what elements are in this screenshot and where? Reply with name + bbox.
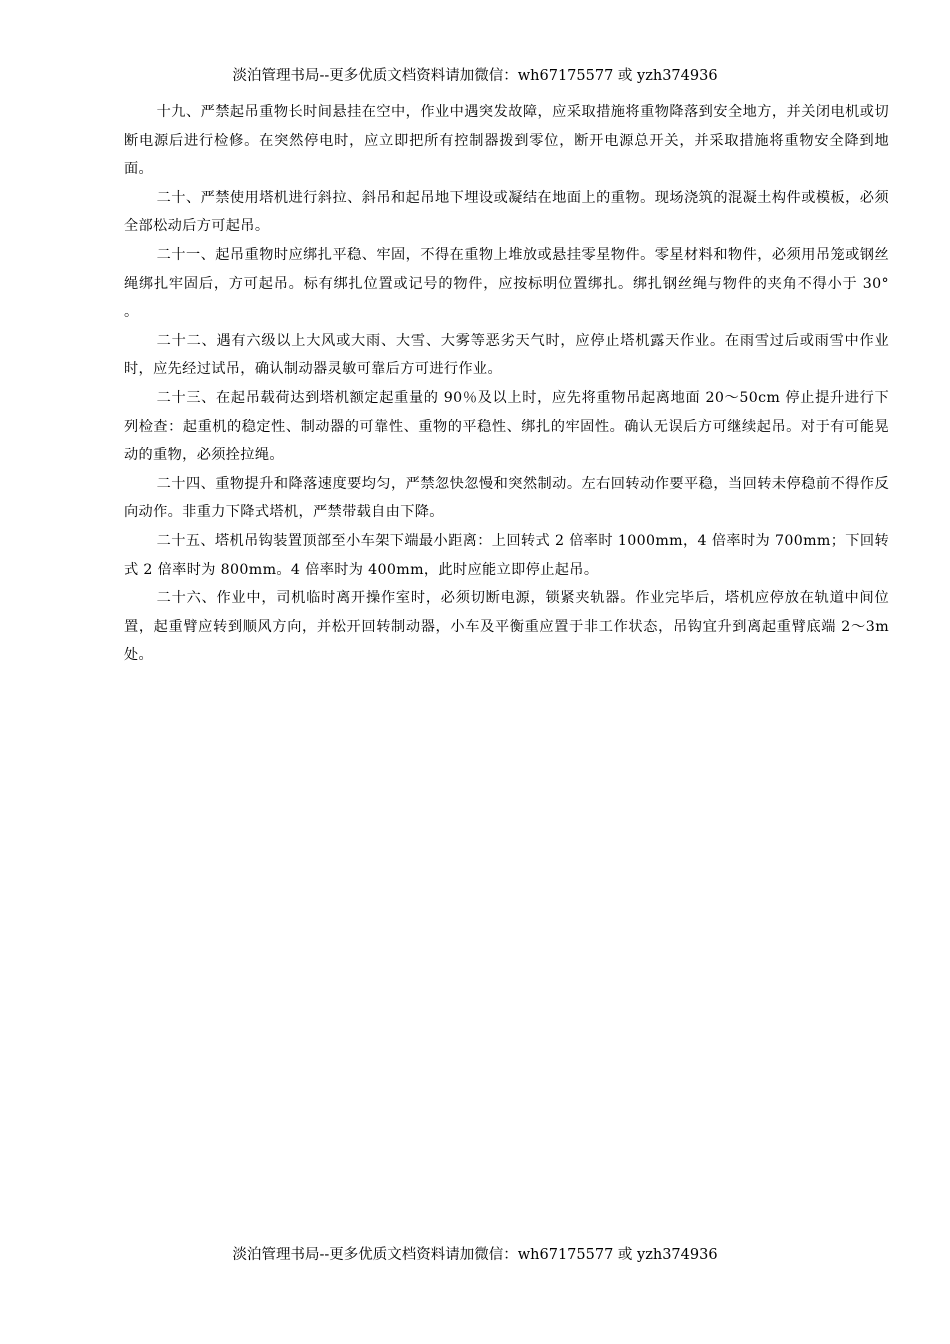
- paragraph-23: 二十三、在起吊载荷达到塔机额定起重量的 90％及以上时，应先将重物吊起离地面 20～50cm 停止提升进行下列检查：起重机的稳定性、制动器的可靠性、重物的平稳性、绑扎的牢固性。确认无误后方可继续起吊。对于有可能晃动的重物，必须拴拉绳。: [124, 389, 889, 464]
- paragraph-26: 二十六、作业中，司机临时离开操作室时，必须切断电源，锁紧夹轨器。作业完毕后，塔机应停放在轨道中间位置，起重臂应转到顺风方向，并松开回转制动器，小车及平衡重应置于非工作状态，吊钩宜升到离起重臂底端 2～3m 处。: [124, 590, 889, 664]
- paragraph-19: 十九、严禁起吊重物长时间悬挂在空中，作业中遇突发故障，应采取措施将重物降落到安全地方，并关闭电机或切断电源后进行检修。在突然停电时，应立即把所有控制器拨到零位，断开电源总开关，并采取措施将重物安全降到地面。: [124, 104, 889, 178]
- document-body: [124, 98, 904, 670]
- paragraph-24: 二十四、重物提升和降落速度要均匀，严禁忽快忽慢和突然制动。左右回转动作要平稳，当回转未停稳前不得作反向动作。非重力下降式塔机，严禁带载自由下降。: [124, 475, 889, 521]
- page-footer: 淡泊管理书局--更多优质文档资料请加微信：wh67175577 或 yzh374936: [232, 1247, 718, 1263]
- paragraph-21: 二十一、起吊重物时应绑扎平稳、牢固，不得在重物上堆放或悬挂零星物件。零星材料和物件，必须用吊笼或钢丝绳绑扎牢固后，方可起吊。标有绑扎位置或记号的物件，应按标明位置绑扎。绑扎钢丝绳与物件的夹角不得小于 30° 。: [124, 246, 904, 321]
- paragraph-22: 二十二、遇有六级以上大风或大雨、大雪、大雾等恶劣天气时，应停止塔机露天作业。在雨雪过后或雨雪中作业时，应先经过试吊，确认制动器灵敏可靠后方可进行作业。: [124, 332, 889, 378]
- paragraph-20: 二十、严禁使用塔机进行斜拉、斜吊和起吊地下埋设或凝结在地面上的重物。现场浇筑的混凝土构件或模板，必须全部松动后方可起吊。: [124, 189, 889, 235]
- page-header: 淡泊管理书局--更多优质文档资料请加微信：wh67175577 或 yzh374936: [232, 68, 718, 84]
- paragraph-25: 二十五、塔机吊钩装置顶部至小车架下端最小距离：上回转式 2 倍率时 1000mm，4 倍率时为 700mm；下回转式 2 倍率时为 800mm。4 倍率时为 400mm，此时应能立即停止起吊。: [124, 532, 889, 578]
